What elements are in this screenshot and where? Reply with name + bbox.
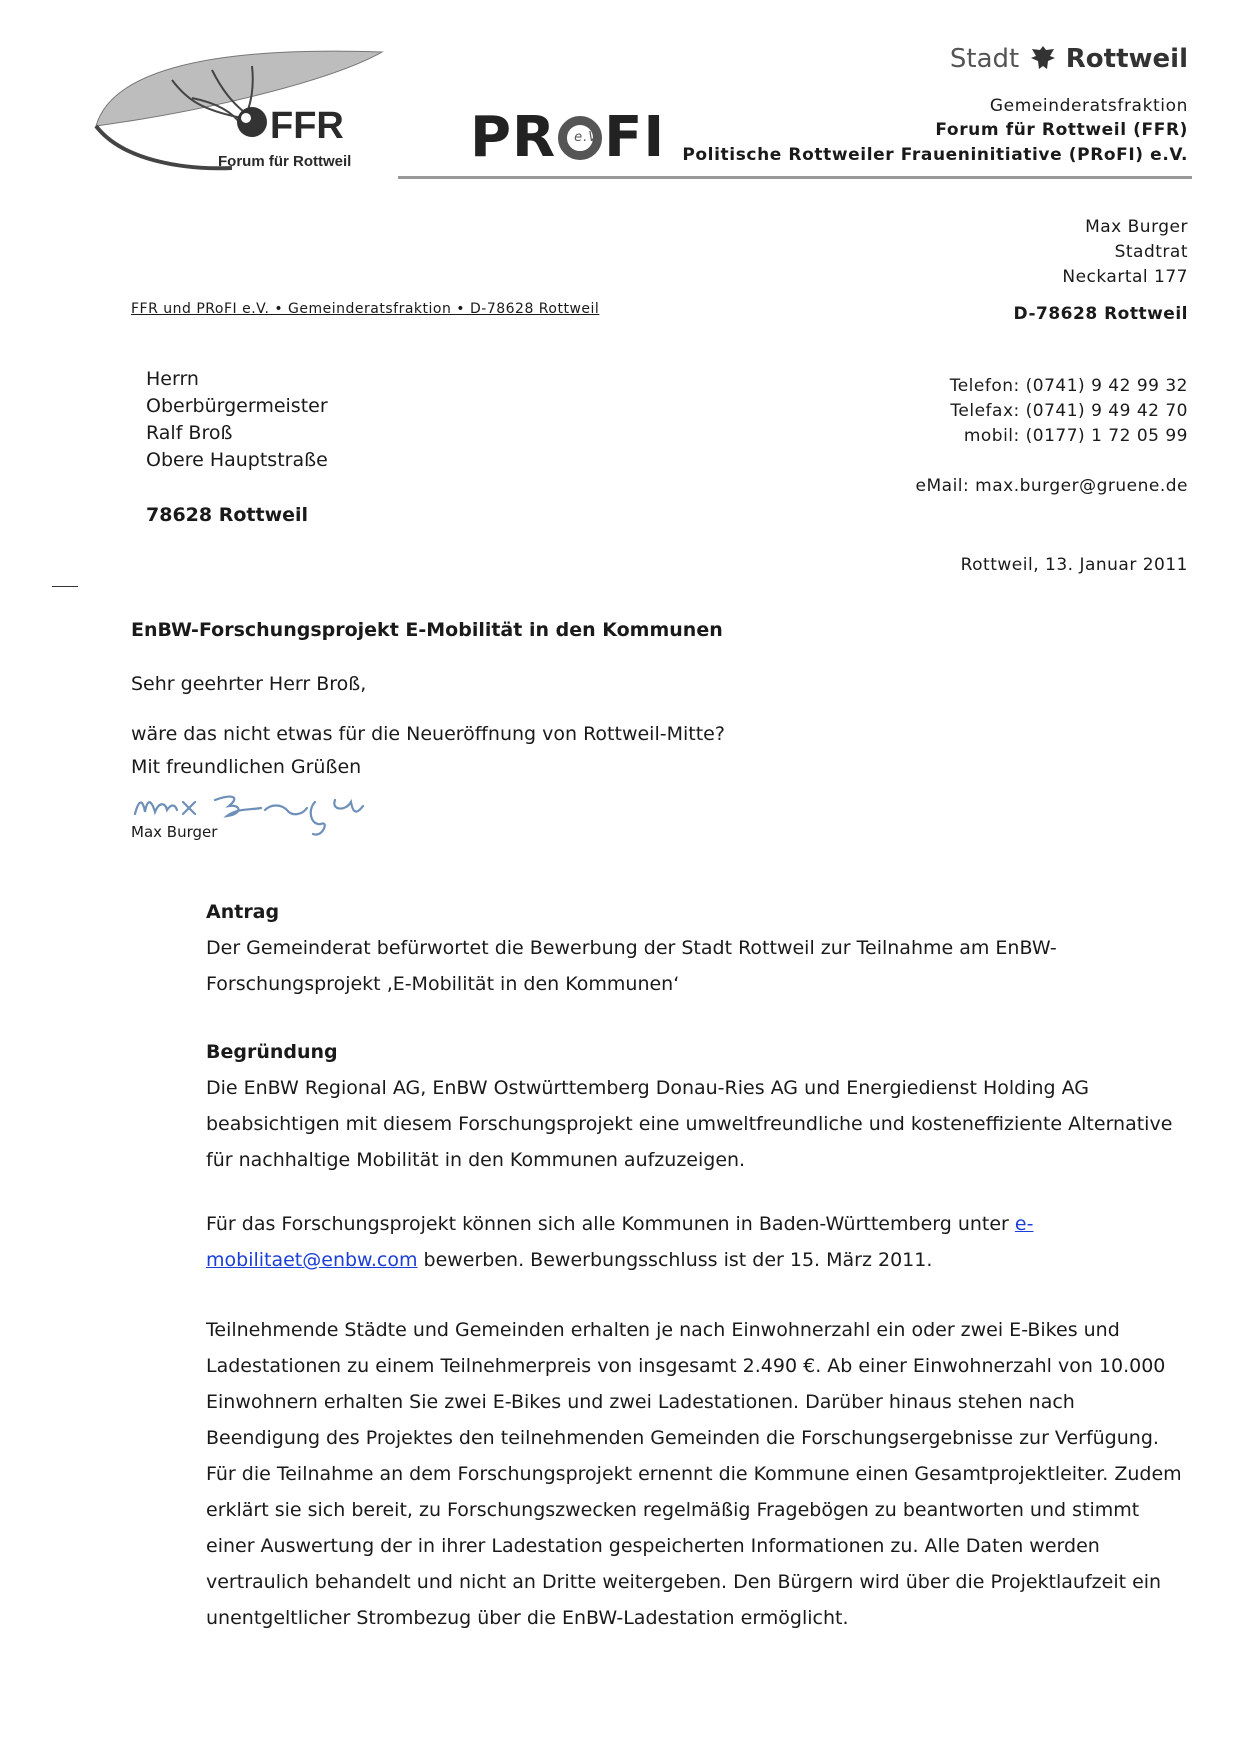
profi-ring-icon: e.V. (558, 116, 602, 160)
sender-phone: Telefon: (0741) 9 42 99 32 (949, 376, 1188, 396)
header-line-3: Politische Rottweiler Fraueninitiative (PRoFI) e.V. (682, 145, 1188, 165)
stadt-rottweil-logo: Stadt Rottweil (949, 44, 1188, 74)
recipient-title: Oberbürgermeister (146, 395, 328, 417)
sender-email: eMail: max.burger@gruene.de (915, 476, 1188, 496)
profi-logo: PR e.V. FI (470, 105, 666, 170)
return-address: FFR und PRoFI e.V. • Gemeinderatsfraktion • D-78628 Rottweil (131, 301, 600, 317)
header-line-2: Forum für Rottweil (FFR) (935, 120, 1188, 140)
letter-subject: EnBW-Forschungsprojekt E-Mobilität in den Kommunen (131, 619, 723, 641)
sender-city: D-78628 Rottweil (1013, 304, 1188, 324)
begruendung-para-1: Die EnBW Regional AG, EnBW Ostwürttemberg Donau-Ries AG und Energiedienst Holding AG beabsichtigen mit diesem Forschungsprojekt eine umweltfreundliche und kosteneffiziente Alternative für nachhaltige Mobilität in den Kommunen aufzuzeigen. (206, 1077, 1173, 1171)
sender-name: Max Burger (1085, 217, 1188, 237)
header-divider (398, 176, 1192, 179)
sender-mobile: mobil: (0177) 1 72 05 99 (963, 426, 1188, 446)
recipient-street: Obere Hauptstraße (146, 449, 328, 471)
recipient-salutation: Herrn (146, 368, 199, 390)
ffr-logo-subtitle: Forum für Rottweil (218, 153, 352, 170)
letter-closing: Mit freundlichen Grüßen (131, 756, 362, 778)
eagle-icon (1030, 44, 1056, 72)
sender-role: Stadtrat (1114, 242, 1188, 262)
ffr-logo-text: FFR (270, 105, 344, 147)
signer-name: Max Burger (131, 823, 218, 841)
letter-body: wäre das nicht etwas für die Neueröffnung von Rottweil-Mitte? (131, 723, 725, 745)
begruendung-title: Begründung (206, 1041, 338, 1063)
sender-fax: Telefax: (0741) 9 49 42 70 (950, 401, 1188, 421)
letter-date: Rottweil, 13. Januar 2011 (960, 555, 1188, 575)
recipient-city: 78628 Rottweil (146, 504, 309, 526)
header-line-1: Gemeinderatsfraktion (989, 96, 1188, 116)
letter-greeting: Sehr geehrter Herr Broß, (131, 673, 367, 695)
antrag-text: Der Gemeinderat befürwortet die Bewerbung der Stadt Rottweil zur Teilnahme am EnBW-Forschungsprojekt ‚E-Mobilität in den Kommunen‘ (206, 937, 1057, 995)
recipient-name: Ralf Broß (146, 422, 233, 444)
fold-mark (52, 586, 78, 587)
begruendung-para-2: Für das Forschungsprojekt können sich alle Kommunen in Baden-Württemberg unter e-mobilitaet@enbw.com bewerben. Bewerbungsschluss ist der 15. März 2011. (206, 1213, 1034, 1271)
ffr-logo (92, 40, 392, 180)
sender-street: Neckartal 177 (1062, 267, 1188, 287)
begruendung-para-3: Teilnehmende Städte und Gemeinden erhalten je nach Einwohnerzahl ein oder zwei E-Bikes und Ladestationen zu einem Teilnehmerpreis von insgesamt 2.490 €. Ab einer Einwohnerzahl von 10.000 Einwohnern erhalten Sie zwei E-Bikes und zwei Ladestationen. Darüber hinaus stehen nach Beendigung des Projektes den teilnehmenden Gemeinden die Forschungsergebnisse zur Verfügung. Für die Teilnahme an dem Forschungsprojekt ernennt die Kommune einen Gesamtprojektleiter. Zudem erklärt sie sich bereit, zu Forschungszwecken regelmäßig Fragebögen zu beantworten und stimmt einer Auswertung der in ihrer Ladestation gespeicherten Informationen zu. Alle Daten werden vertraulich behandelt und nicht an Dritte weitergeben. Den Bürgern wird über die Projektlaufzeit ein unentgeltlicher Strombezug über die EnBW-Ladestation ermöglicht. (206, 1319, 1182, 1629)
antrag-title: Antrag (206, 901, 280, 923)
email-link[interactable]: e-mobilitaet@enbw.com (206, 1213, 1034, 1271)
